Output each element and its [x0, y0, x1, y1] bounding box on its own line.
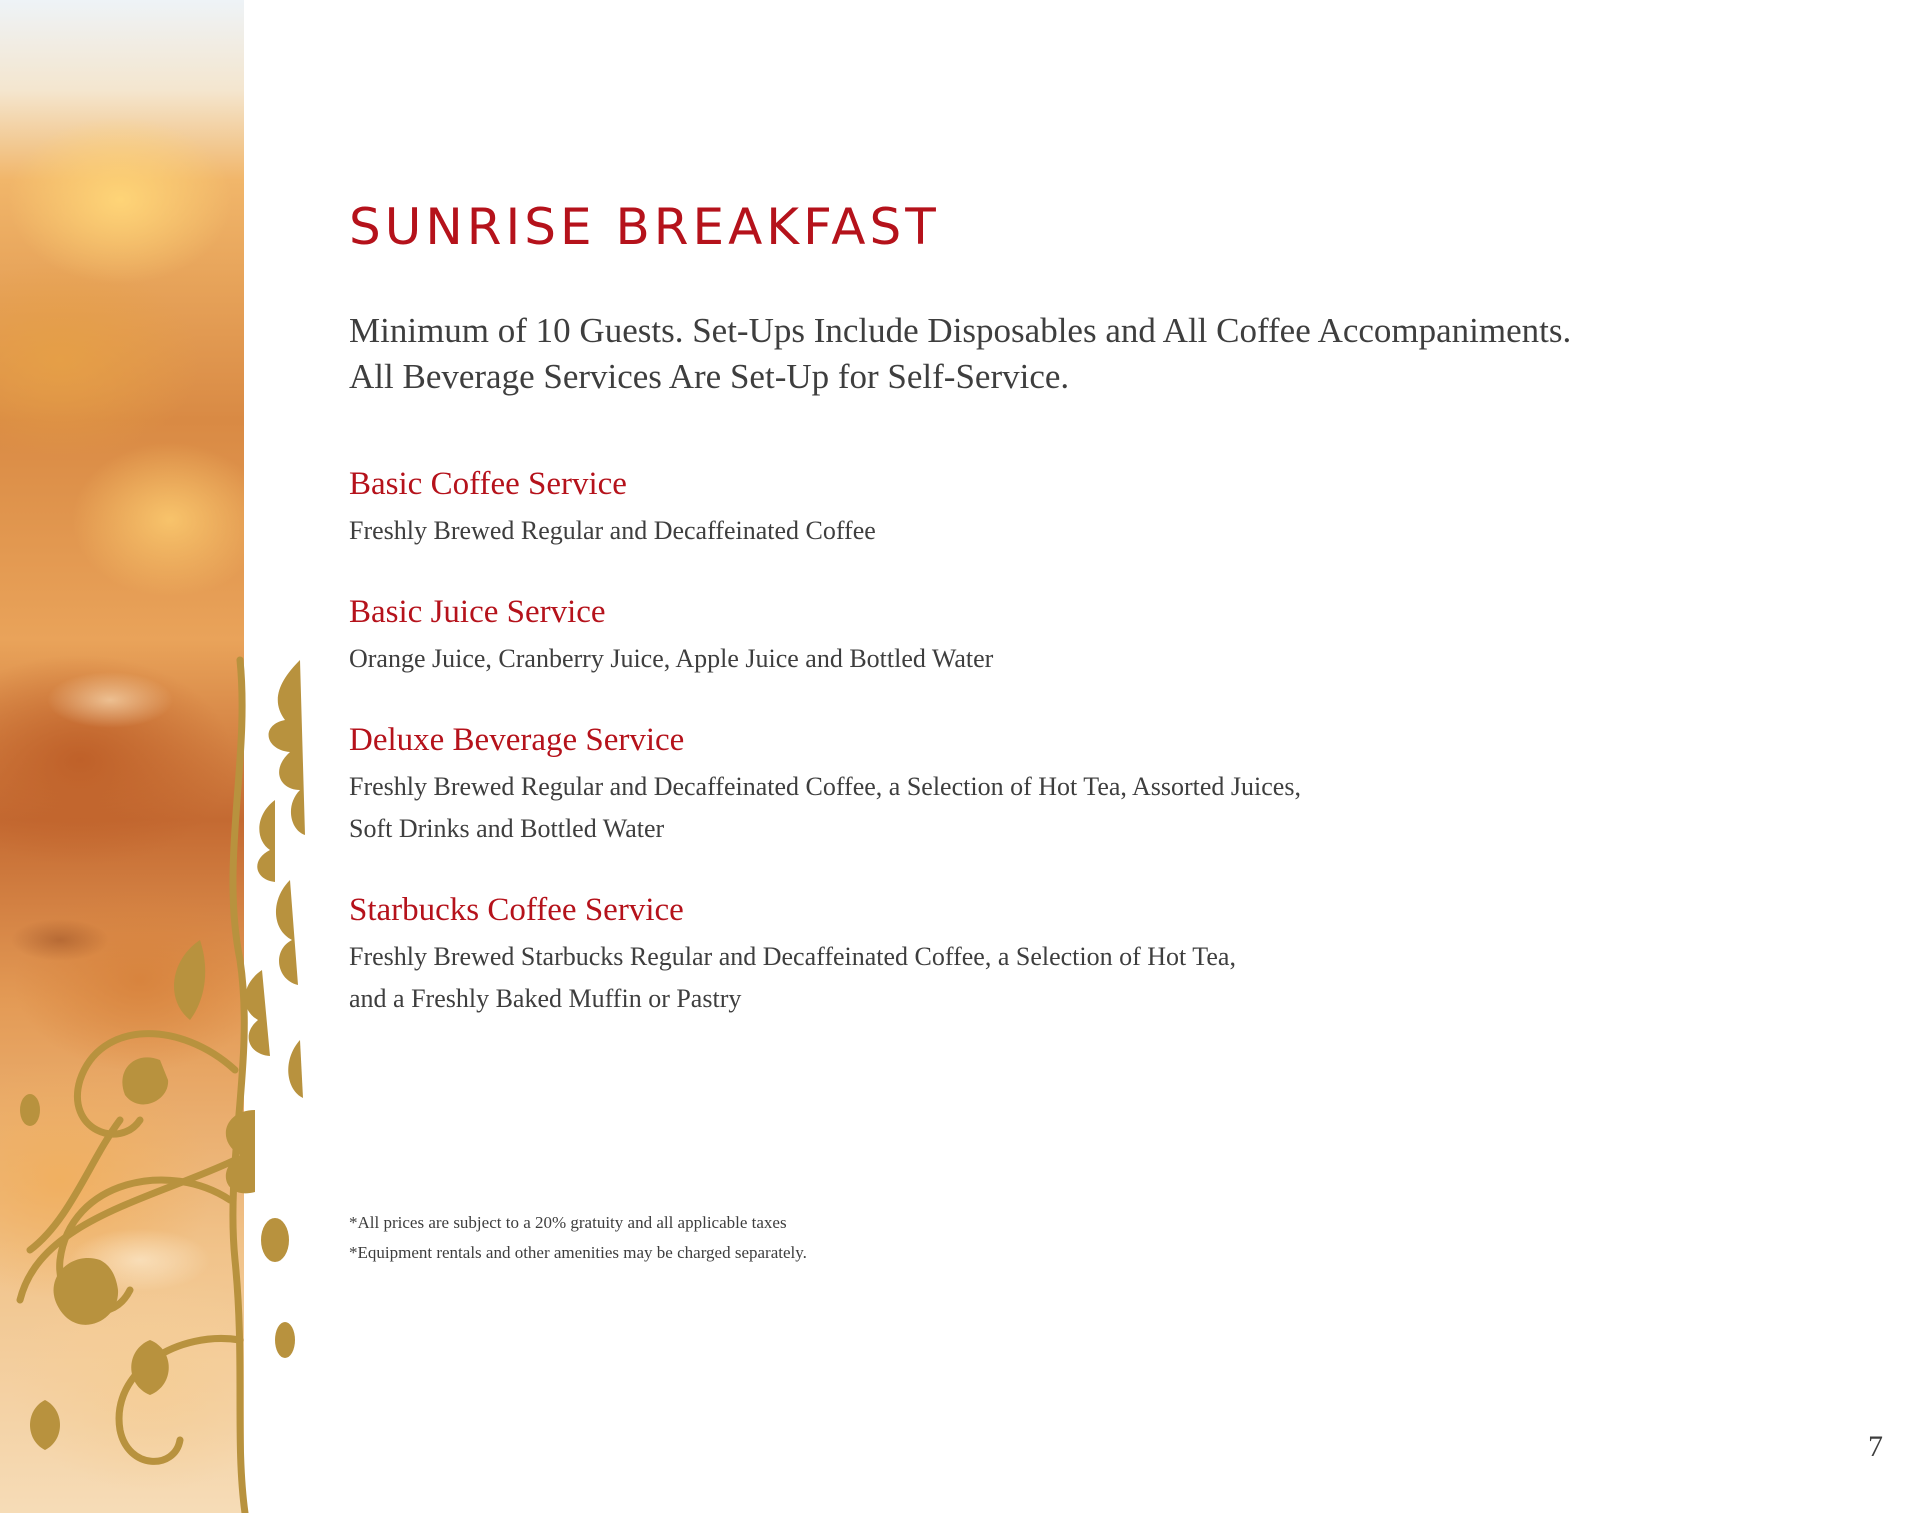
service-description-line: Soft Drinks and Bottled Water — [349, 814, 665, 843]
service-deluxe-beverage — [349, 720, 1749, 850]
footnote: *All prices are subject to a 20% gratuity and all applicable taxes — [349, 1213, 787, 1232]
service-name: Basic Coffee Service — [349, 466, 627, 502]
service-starbucks-coffee — [349, 890, 1749, 1020]
service-description — [349, 638, 1749, 680]
service-description-line: Freshly Brewed Regular and Decaffeinated Coffee — [349, 516, 876, 545]
service-name: Basic Juice Service — [349, 594, 606, 630]
intro-line: Minimum of 10 Guests. Set-Ups Include Disposables and All Coffee Accompaniments. — [349, 311, 1572, 350]
service-description — [349, 510, 1749, 552]
footnotes — [349, 1208, 807, 1268]
footnote: *Equipment rentals and other amenities may be charged separately. — [349, 1243, 807, 1262]
service-description — [349, 766, 1749, 850]
service-basic-juice — [349, 592, 1749, 680]
floral-vine-ornament — [0, 640, 310, 1513]
intro-line: All Beverage Services Are Set-Up for Self-Service. — [349, 357, 1070, 396]
page-number: 7 — [1868, 1430, 1883, 1463]
service-description-line: Freshly Brewed Regular and Decaffeinated Coffee, a Selection of Hot Tea, Assorted Juices, — [349, 772, 1301, 801]
service-description-line: and a Freshly Baked Muffin or Pastry — [349, 984, 742, 1013]
service-description-line: Freshly Brewed Starbucks Regular and Decaffeinated Coffee, a Selection of Hot Tea, — [349, 942, 1236, 971]
service-name: Deluxe Beverage Service — [349, 722, 685, 758]
service-basic-coffee — [349, 464, 1749, 552]
service-description-line: Orange Juice, Cranberry Juice, Apple Juice and Bottled Water — [349, 644, 994, 673]
intro-text — [349, 308, 1749, 400]
service-description — [349, 936, 1749, 1020]
page-title: SUNRISE BREAKFAST — [349, 198, 940, 256]
service-name: Starbucks Coffee Service — [349, 892, 684, 928]
